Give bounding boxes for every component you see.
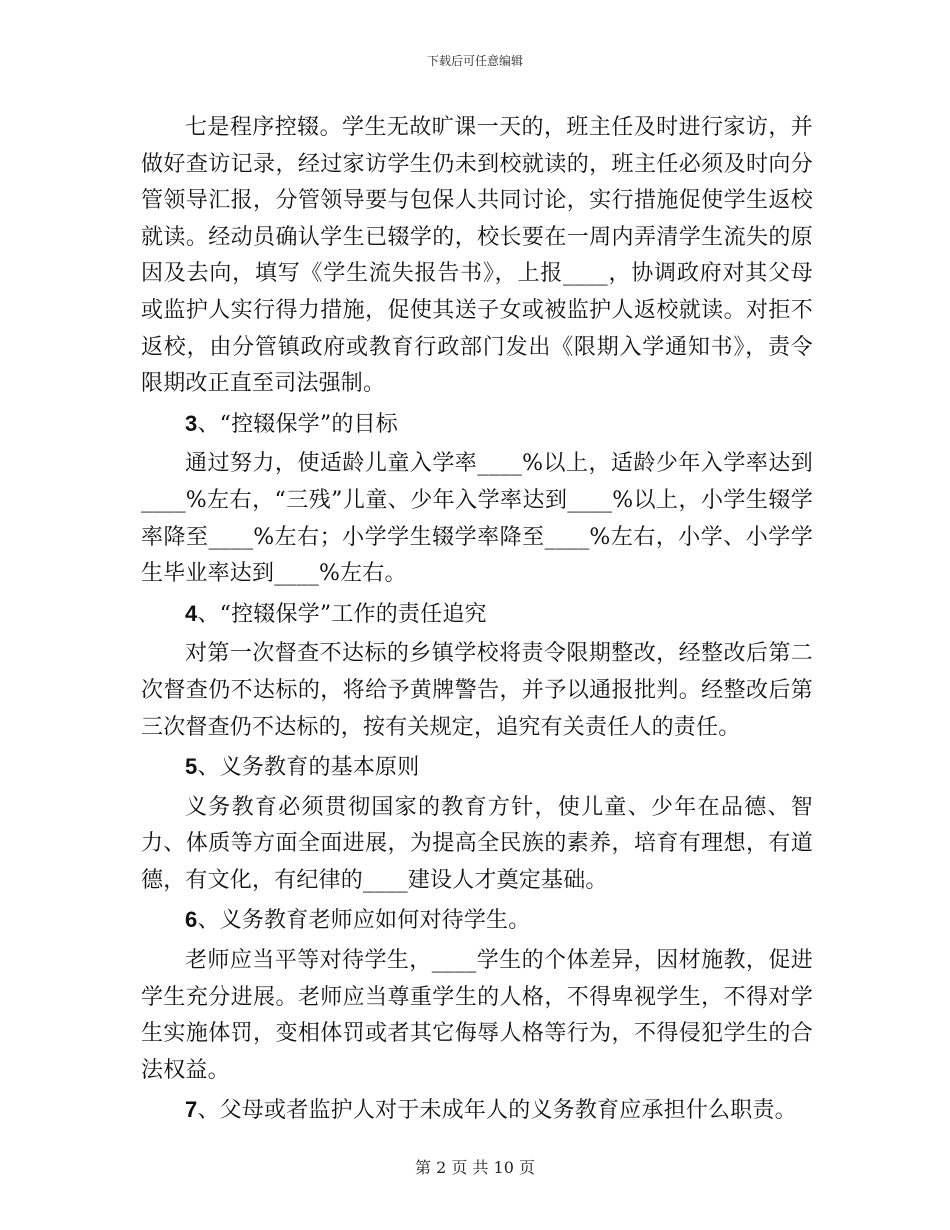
heading-section-3: [141, 403, 813, 447]
heading-text: 、“控辍保学”工作的责任追究: [197, 601, 487, 627]
heading-section-7: [141, 1089, 813, 1133]
heading-number: 7: [185, 1097, 198, 1123]
page-header: 下载后可任意编辑: [426, 54, 523, 68]
page-footer: 第 2 页 共 10 页: [415, 1158, 535, 1177]
heading-section-6: [141, 899, 813, 943]
paragraph-dropout-procedure: 七是程序控辍。学生无故旷课一天的，班主任及时进行家访，并做好查访记录，经过家访学生仍未到校就读的，班主任必须及时向分管领导汇报，分管领导要与包保人共同讨论，实行措施促使学生返校就读。经动员确认学生已辍学的，校长要在一周内弄清学生流失的原因及去向，填写《学生流失报告书》，上报____，协调政府对其父母或监护人实行得力措施，促使其送子女或被监护人返校就读。对拒不返校，由分管镇政府或教育行政部门发出《限期入学通知书》，责令限期改正直至司法强制。: [141, 115, 813, 397]
heading-number: 3: [185, 410, 198, 436]
heading-text: 、“控辍保学”的目标: [197, 411, 398, 437]
heading-section-5: [141, 746, 813, 790]
heading-section-4: [141, 593, 813, 637]
paragraph-teacher-conduct: 老师应当平等对待学生，____学生的个体差异，因材施教，促进学生充分进展。老师应当尊重学生的人格，不得卑视学生，不得对学生实施体罚，变相体罚或者其它侮辱人格等行为，不得侵犯学生的合法权益。: [141, 948, 813, 1083]
heading-number: 5: [185, 754, 198, 780]
document-body: [141, 110, 813, 1133]
paragraph-principles: 义务教育必须贯彻国家的教育方针，使儿童、少年在品德、智力、体质等方面全面进展，为提高全民族的素养，培育有理想，有道德，有文化，有纪律的____建设人才奠定基础。: [141, 794, 813, 893]
heading-text: 、义务教育的基本原则: [197, 755, 420, 781]
heading-text: 、义务教育老师应如何对待学生。: [197, 908, 531, 934]
heading-text: 、父母或者监护人对于未成年人的义务教育应承担什么职责。: [197, 1098, 797, 1124]
heading-number: 4: [185, 600, 198, 626]
paragraph-goals: 通过努力，使适龄儿童入学率____%以上，适龄少年入学率达到____%左右，“三残”儿童、少年入学率达到____%以上，小学生辍学率降至____%左右；小学学生辍学率降至____%左右，小学、小学学生毕业率达到____%左右。: [141, 451, 813, 587]
paragraph-accountability: 对第一次督查不达标的乡镇学校将责令限期整改，经整改后第二次督查仍不达标的，将给予黄牌警告，并予以通报批判。经整改后第三次督查仍不达标的，按有关规定，追究有关责任人的责任。: [141, 641, 813, 740]
heading-number: 6: [185, 907, 198, 933]
